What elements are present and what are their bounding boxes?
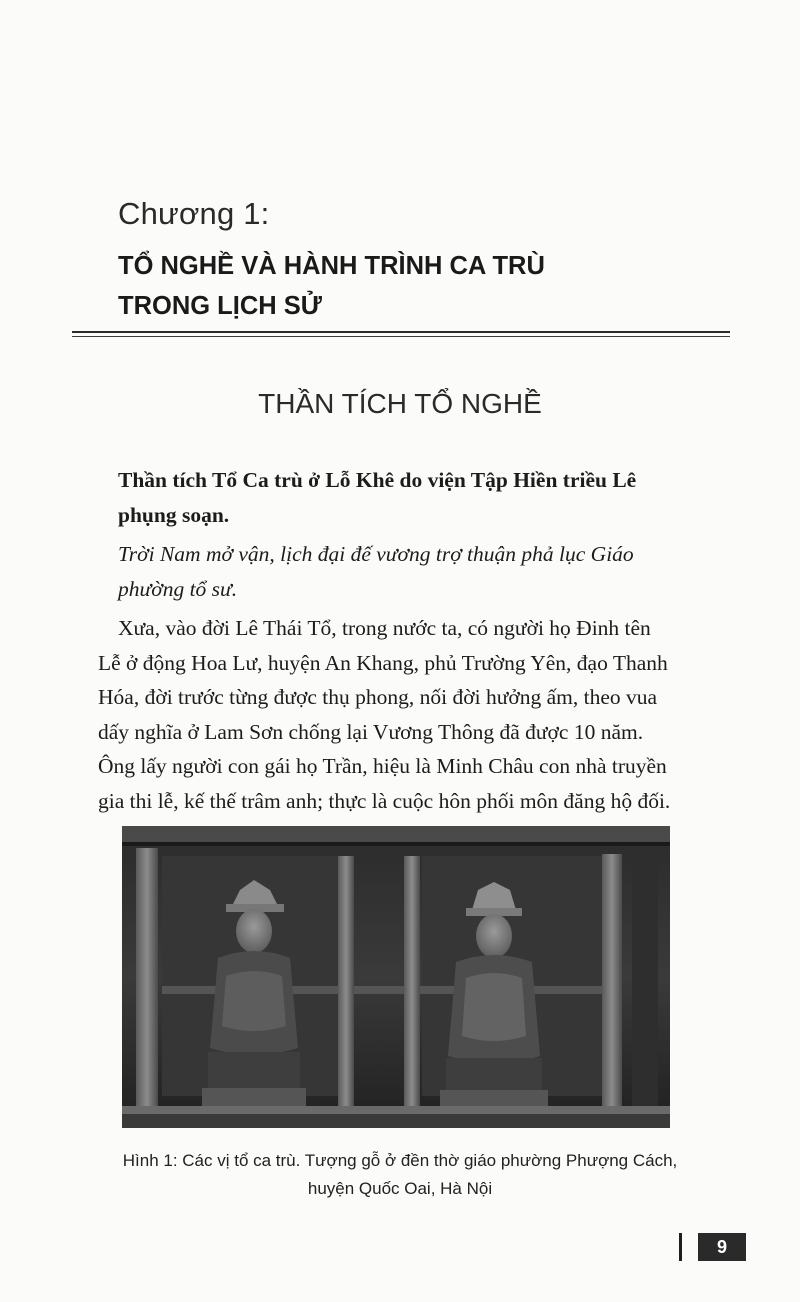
invocation-line: Trời Nam mở vận, lịch đại đế vương trợ thuận phả lục Giáo (118, 542, 634, 566)
chapter-title-line-2: TRONG LỊCH SỬ (118, 292, 322, 320)
invocation-paragraph (118, 537, 730, 606)
caption-line: Hình 1: Các vị tổ ca trù. Tượng gỗ ở đền thờ giáo phường Phượng Cách, (122, 1151, 678, 1170)
invocation-line: phường tổ sư. (118, 576, 238, 601)
chapter-title-line-1: TỔ NGHỀ VÀ HÀNH TRÌNH CA TRÙ (118, 252, 545, 280)
story-line: Lễ ở động Hoa Lư, huyện An Khang, phủ Trường Yên, đạo Thanh (98, 650, 668, 675)
section-heading: THẦN TÍCH TỔ NGHỀ (258, 388, 542, 419)
story-line: Xưa, vào đời Lê Thái Tổ, trong nước ta, có người họ Đinh tên (118, 616, 651, 640)
chapter-label: Chương 1: (118, 196, 270, 231)
story-paragraph (98, 611, 750, 818)
caption-line: huyện Quốc Oai, Hà Nội (307, 1179, 493, 1198)
story-line: dấy nghĩa ở Lam Sơn chống lại Vương Thông đã được 10 năm. (98, 719, 644, 744)
chapter-divider-thick (72, 331, 730, 333)
lead-paragraph (118, 463, 730, 532)
lead-line: Thần tích Tổ Ca trù ở Lỗ Khê do viện Tập Hiền triều Lê (118, 468, 637, 492)
page-number-bar (679, 1233, 682, 1261)
page-number: 9 (698, 1233, 746, 1261)
figure-photo-statues (122, 826, 670, 1128)
chapter-title (118, 246, 738, 326)
figure-caption (60, 1147, 740, 1203)
story-line: gia thi lễ, kế thế trâm anh; thực là cuộc hôn phối môn đăng hộ đối. (98, 788, 671, 813)
lead-line: phụng soạn. (118, 502, 230, 527)
chapter-divider-thin (72, 336, 730, 337)
story-line: Hóa, đời trước từng được thụ phong, nối đời hưởng ấm, theo vua (98, 685, 658, 709)
story-line: Ông lấy người con gái họ Trần, hiệu là Minh Châu con nhà truyền (98, 754, 667, 778)
